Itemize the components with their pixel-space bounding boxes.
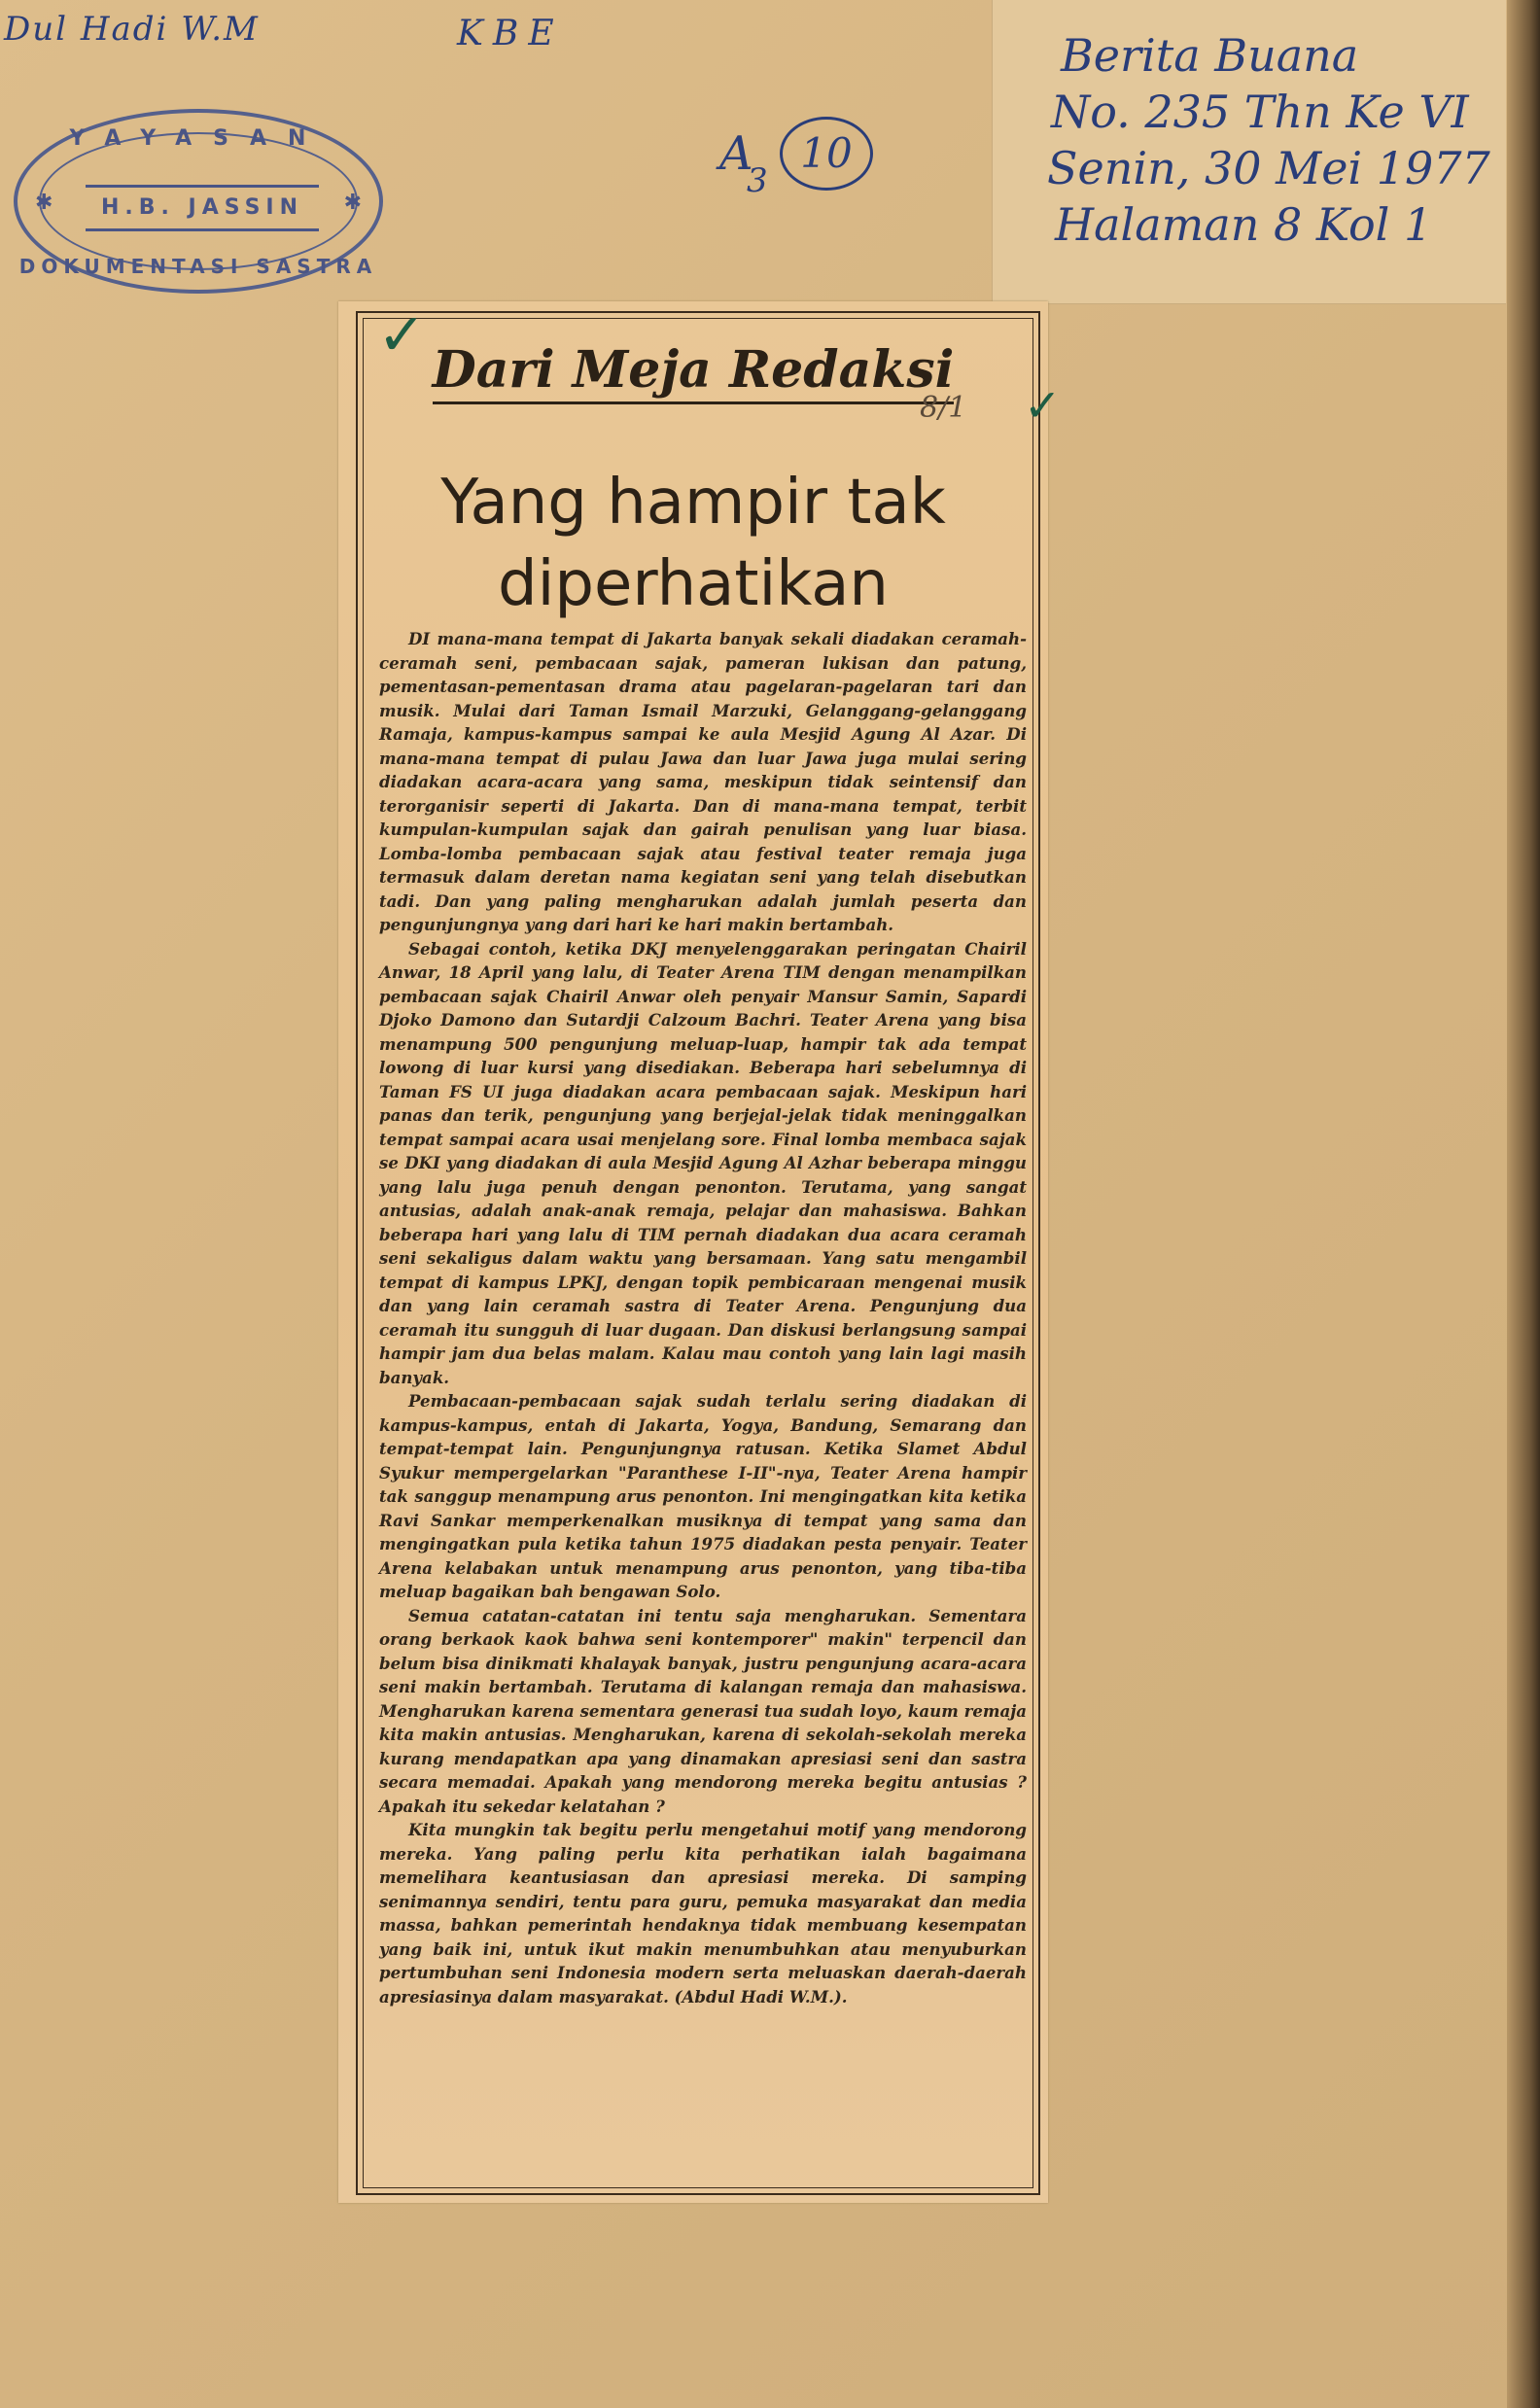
stamp-name-text: H.B. JASSIN — [86, 185, 319, 231]
column-title-text: Dari Meja Redaksi — [433, 340, 955, 404]
page-edge-shadow — [1507, 0, 1540, 2408]
article-paragraph: Pembacaan-pembacaan sajak sudah terlalu sering diadakan di kampus-kampus, entah di Jakarta, Yogya, Bandung, Semarang dan tempat-tempat lain. Pengunjungnya ratusan. Ketika Slamet Abdul Syukur mempergelarkan "Paranthese I-II"-nya, Teater Arena hampir tak sanggup menampung arus penonton. Ini mengingatkan kita ketika Ravi Sankar memperkenalkan musiknya di tempat yang sama dan mengingatkan pula ketika tahun 1975 diadakan pesta penyair. Teater Arena kelabakan untuk menampung arus penonton, yang tiba-tiba meluap bagaikan bah bengawan Solo. — [379, 1391, 1027, 1601]
source-note-line: No. 235 Thn Ke VI — [1051, 86, 1469, 138]
article-paragraph: Semua catatan-catatan ini tentu saja mengharukan. Sementara orang berkaok kaok bahwa seni kontemporer" makin" terpencil dan belum bisa dinikmati khalayak banyak, justru pengunjung acara-acara seni makin bertambah. Terutama di kalangan remaja dan mahasiswa. Mengharukan karena sementara generasi tua sudah loyo, kaum remaja kita makin antusias. Mengharukan, karena di sekolah-sekolah mereka kurang mendapatkan apa yang dinamakan apresiasi seni dan sastra secara memadai. Apakah yang mendorong mereka begitu antusias ? Apakah itu sekedar kelatahan ? — [379, 1605, 1027, 1816]
page-letter: A — [719, 126, 753, 181]
stamp-star-icon: ✱ — [35, 191, 53, 215]
source-note-line: Berita Buana — [1061, 29, 1359, 82]
page-number-circled: 10 — [780, 117, 873, 191]
source-note-paper — [992, 0, 1506, 304]
handwritten-author-note: Dul Hadi W.M — [4, 10, 260, 49]
check-mark-icon: ✓ — [1024, 379, 1062, 432]
article-paragraph: DI mana-mana tempat di Jakarta banyak sekali diadakan ceramah-ceramah seni, pembacaan sajak, pameran lukisan dan patung, pementasan-pementasan drama atau pagelaran-pagelaran tari dan musik. Mulai dari Taman Ismail Marzuki, Gelanggang-gelanggang Ramaja, kampus-kampus sampai ke aula Mesjid Agung Al Azar. Di mana-mana tempat di pulau Jawa dan luar Jawa juga mulai sering diadakan acara-acara yang sama, meskipun tidak seintensif dan terorganisir seperti di Jakarta. Dan di mana-mana tempat, terbit kumpulan-kumpulan sajak dan gairah penulisan yang luar biasa. Lomba-lomba pembacaan sajak atau festival teater remaja juga termasuk dalam deretan nama kegiatan seni yang telah disebutkan tadi. Dan yang paling mengharukan adalah jumlah peserta dan pengunjungnya yang dari hari ke hari makin bertambah. — [379, 629, 1027, 934]
stamp-bottom-text: DOKUMENTASI SASTRA — [18, 255, 378, 278]
newspaper-clipping — [338, 301, 1062, 2203]
pencil-mark: 8/1 — [920, 391, 967, 425]
archive-stamp — [14, 109, 383, 294]
stamp-top-text: YAYASAN — [69, 126, 328, 151]
article-paragraph: Kita mungkin tak begitu perlu mengetahui motif yang mendorong mereka. Yang paling perlu kita perhatikan ialah bagaimana memelihara keantusiasan dan apresiasi mereka. Di samping senimannya sendiri, tentu para guru, pemuka masyarakat dan media massa, bahkan pemerintah hendaknya tidak membuang kesempatan yang baik ini, untuk ikut makin menumbuhkan atau menyuburkan pertumbuhan seni Indonesia modern serta meluaskan daerah-daerah apresiasinya dalam masyarakat. (Abdul Hadi W.M.). — [379, 1820, 1027, 2007]
source-note-line: Halaman 8 Kol 1 — [1055, 198, 1433, 251]
page-sub-number: 3 — [747, 161, 768, 200]
headline-line-1: Yang hampir tak — [440, 467, 946, 539]
check-mark-icon: ✓ — [377, 301, 427, 369]
article-body — [379, 627, 1027, 2008]
source-note-line: Senin, 30 Mei 1977 — [1047, 142, 1490, 194]
article-paragraph: Sebagai contoh, ketika DKJ menyelenggarakan peringatan Chairil Anwar, 18 April yang lalu, di Teater Arena TIM dengan menampilkan pembacaan sajak Chairil Anwar oleh penyair Mansur Samin, Sapardi Djoko Damono dan Sutardji Calzoum Bachri. Teater Arena yang bisa menampung 500 pengunjung meluap-luap, hampir tak ada tempat lowong di luar kursi yang disediakan. Beberapa hari sebelumnya di Taman FS UI juga diadakan acara pembacaan sajak. Meskipun hari panas dan terik, pengunjung yang berjejal-jelak tidak meninggalkan tempat sampai acara usai menjelang sore. Final lomba membaca sajak se DKI yang diadakan di aula Mesjid Agung Al Azhar beberapa minggu yang lalu juga penuh dengan penonton. Terutama, yang sangat antusias, adalah anak-anak remaja, pelajar dan mahasiswa. Bahkan beberapa hari yang lalu di TIM pernah diadakan dua acara ceramah seni sekaligus dalam waktu yang bersamaan. Yang satu mengambil tempat di kampus LPKJ, dengan topik pembicaraan mengenai musik dan yang lain ceramah sastra di Teater Arena. Pengunjung dua ceramah itu sungguh di luar dugaan. Dan diskusi berlangsung sampai hampir jam dua belas malam. Kalau mau contoh yang lain lagi masih banyak. — [379, 938, 1027, 1387]
handwritten-code: KBE — [457, 14, 564, 53]
headline-line-2: diperhatikan — [498, 548, 889, 620]
stamp-star-icon: ✱ — [343, 191, 362, 215]
article-headline — [338, 462, 1048, 625]
